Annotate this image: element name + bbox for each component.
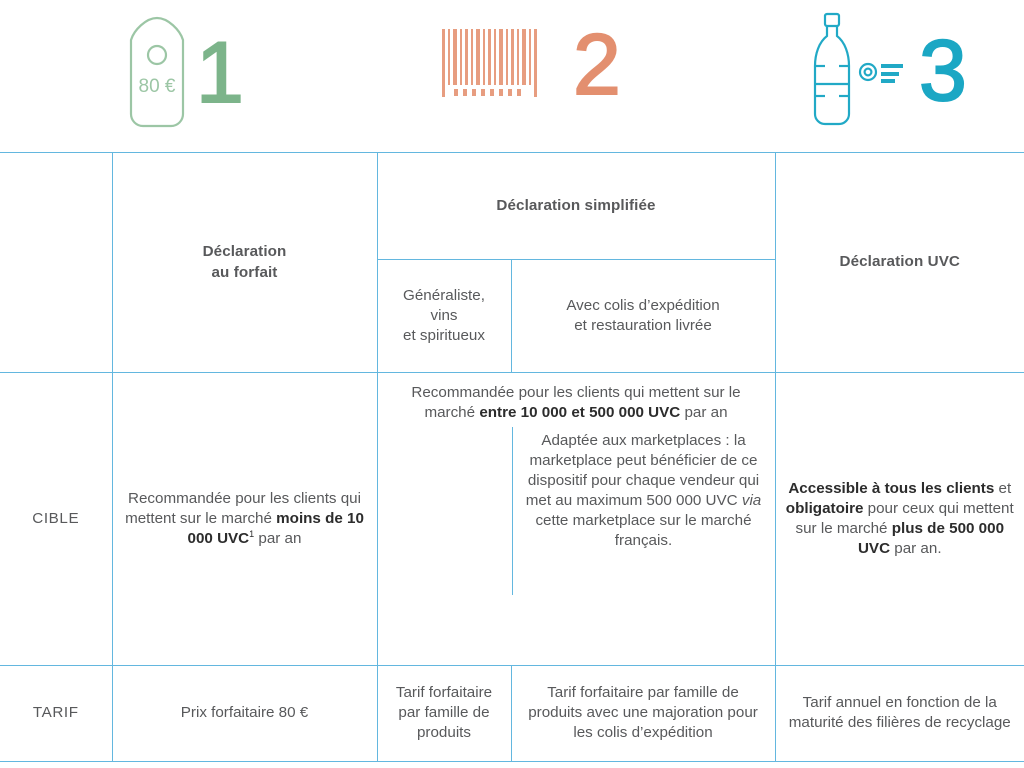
cible-simpl-post: par an bbox=[680, 404, 728, 422]
declaration-comparison-table bbox=[0, 152, 1024, 762]
step-number-1: 1 bbox=[196, 25, 242, 121]
table-row-tarif bbox=[0, 665, 1024, 761]
step-2-group bbox=[440, 17, 619, 113]
cell-tarif-forfait: Prix forfaitaire 80 € bbox=[112, 665, 377, 761]
header-declaration-forfait bbox=[112, 153, 377, 373]
cible-forfait-footnote: 1 bbox=[249, 528, 255, 539]
subheader-colis-line1: Avec colis d’expédition bbox=[566, 296, 720, 314]
bottom-white-strip bbox=[0, 762, 1024, 768]
cible-simpl-pre: Recommandée pour les clients qui mettent sur le marché bbox=[411, 384, 741, 422]
price-tag-icon bbox=[118, 14, 196, 132]
subheader-generaliste bbox=[377, 260, 511, 373]
cible-colis-italic: via bbox=[741, 492, 762, 510]
cell-cible-simplifiee bbox=[377, 373, 775, 666]
header-declaration-simplifiee: Déclaration simplifiée bbox=[377, 153, 775, 260]
cible-uvc-mid2: pour ceux qui mettent sur le marché bbox=[795, 499, 1014, 537]
header-forfait-line1: Déclaration bbox=[202, 243, 287, 261]
cible-uvc-post: par an. bbox=[890, 540, 942, 558]
cible-simplifiee-detail-row bbox=[378, 427, 775, 595]
row-label-cible: CIBLE bbox=[0, 373, 112, 666]
cell-tarif-uvc: Tarif annuel en fonction de la maturité des filières de recyclage bbox=[775, 665, 1024, 761]
header-corner-cell bbox=[0, 153, 112, 373]
row-label-tarif: TARIF bbox=[0, 665, 112, 761]
cible-uvc-bold2: obligatoire bbox=[785, 499, 864, 517]
cible-simpl-bold: entre 10 000 et 500 000 UVC bbox=[479, 404, 681, 422]
cible-colis-detail bbox=[512, 427, 775, 595]
subheader-colis-line2: et restauration livrée bbox=[574, 317, 712, 334]
header-declaration-uvc: Déclaration UVC bbox=[775, 153, 1024, 373]
cible-uvc-bold3: plus de 500 000 UVC bbox=[857, 519, 1005, 558]
cible-uvc-mid1: et bbox=[994, 479, 1012, 497]
cell-tarif-generaliste: Tarif forfaitaire par famille de produits bbox=[377, 665, 511, 761]
header-forfait-line2: au forfait bbox=[211, 263, 278, 281]
cell-tarif-colis: Tarif forfaitaire par famille de produits avec une majoration pour les colis d’expédition bbox=[511, 665, 775, 761]
cible-colis-part1: Adaptée aux marketplaces : la marketplace peut bénéficier de ce dispositif pour chaque vendeur qui met au maximum 500 000 UVC bbox=[525, 432, 760, 510]
cible-colis-part2: cette marketplace sur le marché français. bbox=[535, 512, 752, 550]
cible-forfait-bold: moins de 10 000 UVC bbox=[187, 509, 364, 548]
cible-forfait-pre: Recommandée pour les clients qui mettent sur le marché bbox=[125, 489, 361, 527]
cible-forfait-post: par an bbox=[254, 530, 302, 548]
step-3-group bbox=[795, 10, 965, 132]
barcode-icon bbox=[440, 25, 545, 105]
cible-simplifiee-split bbox=[378, 373, 775, 595]
subheader-generaliste-line2: vins bbox=[430, 306, 458, 324]
cible-simplifiee-summary bbox=[378, 373, 775, 427]
subheader-generaliste-line3: et spiritueux bbox=[403, 327, 485, 345]
price-tag-value: 80 € bbox=[138, 76, 176, 97]
table-header-row-1 bbox=[0, 153, 1024, 260]
subheader-colis-expedition bbox=[511, 260, 775, 373]
cible-generaliste-empty bbox=[378, 427, 512, 595]
subheader-generaliste-line1: Généraliste, bbox=[403, 286, 485, 304]
cible-uvc-bold1: Accessible à tous les clients bbox=[788, 479, 995, 497]
cell-cible-uvc bbox=[775, 373, 1024, 666]
table-row-cible bbox=[0, 373, 1024, 666]
icon-header-strip bbox=[0, 0, 1024, 152]
step-number-3: 3 bbox=[919, 23, 965, 119]
cell-cible-forfait bbox=[112, 373, 377, 666]
step-1-group bbox=[118, 14, 242, 132]
step-number-2: 2 bbox=[573, 17, 619, 113]
bottle-scan-icon bbox=[795, 10, 925, 132]
